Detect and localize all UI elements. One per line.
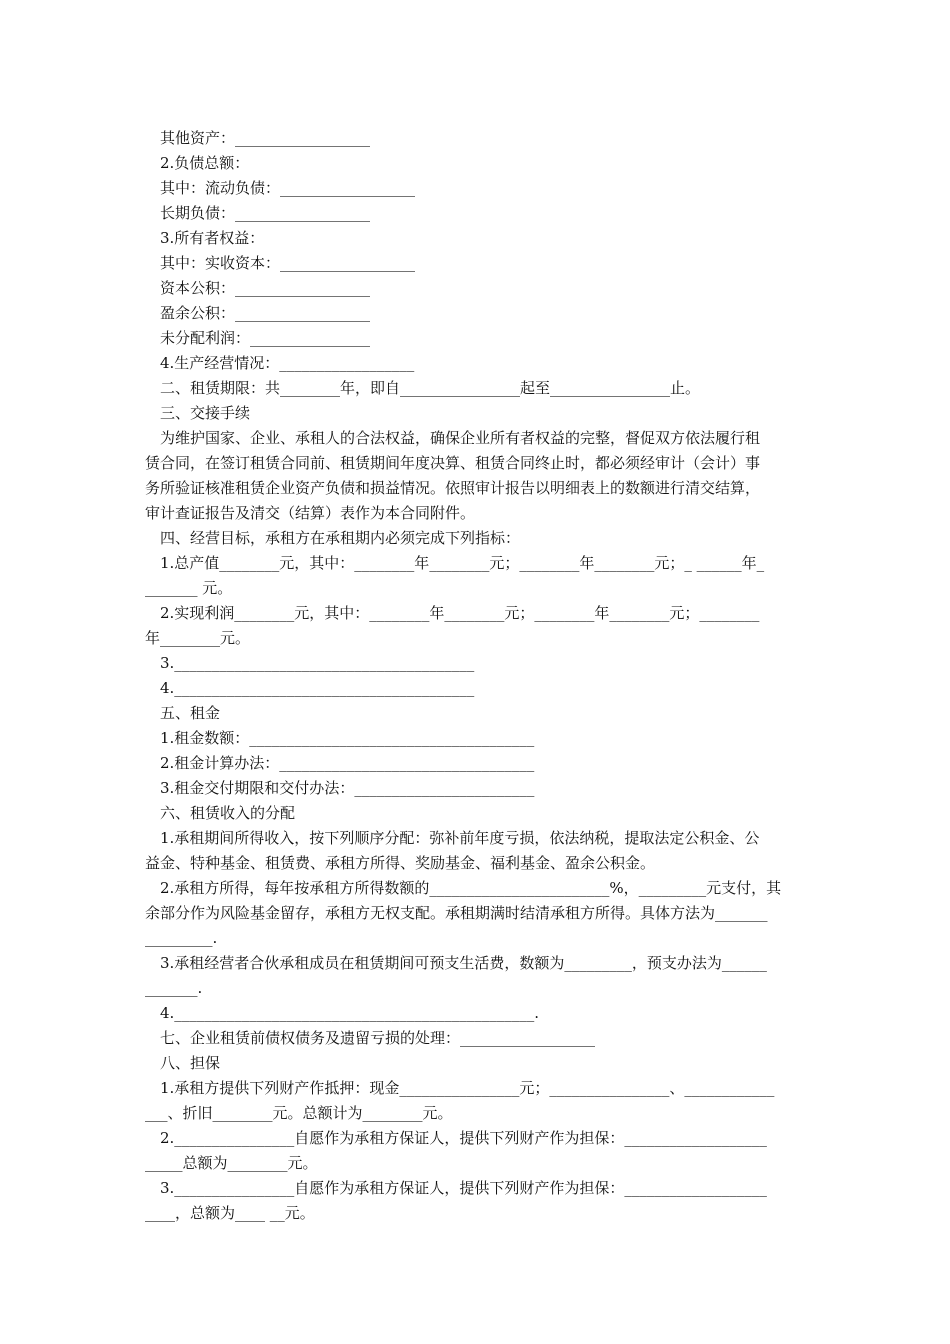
text-line: _____总额为________元。 <box>145 1154 318 1172</box>
text-line: 年________元。 <box>145 629 251 647</box>
text-line: 1.租金数额：______________________________________ <box>160 729 535 747</box>
section-heading: 八、担保 <box>160 1054 221 1072</box>
text-line: 盈余公积：__________________ <box>160 304 371 322</box>
text-line: 其中：实收资本：__________________ <box>160 254 416 272</box>
text-line: 3.所有者权益： <box>160 229 265 247</box>
text-line: 其他资产：__________________ <box>160 129 371 147</box>
text-line: 审计查证报告及清交（结算）表作为本合同附件。 <box>145 504 476 522</box>
text-line: ___、折旧________元。总额计为________元。 <box>145 1104 453 1122</box>
text-line: 2.________________自愿作为承租方保证人，提供下列财产作为担保：___________________ <box>160 1129 767 1147</box>
text-line: 2.承租方所得，每年按承租方所得数额的________________________%，_________元支付，其 <box>160 879 782 897</box>
section-heading: 七、企业租赁前债权债务及遗留亏损的处理：__________________ <box>160 1029 596 1047</box>
text-line: 益金、特种基金、租赁费、承租方所得、奖励基金、福利基金、盈余公积金。 <box>145 854 656 872</box>
text-line: 其中：流动负债：__________________ <box>160 179 416 197</box>
text-line: 二、租赁期限：共________年，即自________________起至________________止。 <box>160 379 701 397</box>
text-line: 2.实现利润________元，其中：________年________元；________年________元；________ <box>160 604 760 622</box>
text-line: _______. <box>145 979 203 997</box>
text-line: 余部分作为风险基金留存，承租方无权支配。承租期满时结清承租方所得。具体方法为_______ <box>145 904 768 922</box>
text-line: _______ 元。 <box>145 579 233 597</box>
section-heading: 四、经营目标，承租方在承租期内必须完成下列指标： <box>160 529 521 547</box>
text-line: _________. <box>145 929 218 947</box>
text-line: 长期负债：__________________ <box>160 204 371 222</box>
text-line: 资本公积：__________________ <box>160 279 371 297</box>
text-line: 1.总产值________元，其中：________年________元；________年________元；_ ______年_ <box>160 554 765 572</box>
text-line: 4.________________________________________________. <box>160 1004 540 1022</box>
text-line: ____，总额为____ __元。 <box>145 1204 315 1222</box>
text-line: 赁合同，在签订租赁合同前、租赁期间年度决算、租赁合同终止时，都必须经审计（会计）事 <box>145 454 761 472</box>
text-line: 3.承租经营者合伙承租成员在租赁期间可预支生活费，数额为_________，预支办法为______ <box>160 954 767 972</box>
text-line: 1.承租方提供下列财产作抵押：现金________________元；________________、____________ <box>160 1079 775 1097</box>
text-line: 4.________________________________________ <box>160 679 475 697</box>
text-line: 1.承租期间所得收入，按下列顺序分配：弥补前年度亏损，依法纳税，提取法定公积金、公 <box>160 829 760 847</box>
text-line: 4.生产经营情况：__________________ <box>160 354 415 372</box>
text-line: 2.租金计算办法：__________________________________ <box>160 754 535 772</box>
text-line: 务所验证核准租赁企业资产负债和损益情况。依照审计报告以明细表上的数额进行清交结算， <box>145 479 761 497</box>
text-line: 为维护国家、企业、承租人的合法权益，确保企业所有者权益的完整，督促双方依法履行租 <box>160 429 761 447</box>
section-heading: 五、租金 <box>160 704 221 722</box>
text-line: 3.租金交付期限和交付办法：________________________ <box>160 779 535 797</box>
section-heading: 六、租赁收入的分配 <box>160 804 296 822</box>
text-line: 3.________________自愿作为承租方保证人，提供下列财产作为担保：___________________ <box>160 1179 767 1197</box>
text-line: 2.负债总额： <box>160 154 250 172</box>
text-line: 3.________________________________________ <box>160 654 475 672</box>
section-heading: 三、交接手续 <box>160 404 251 422</box>
text-line: 未分配利润：________________ <box>160 329 371 347</box>
